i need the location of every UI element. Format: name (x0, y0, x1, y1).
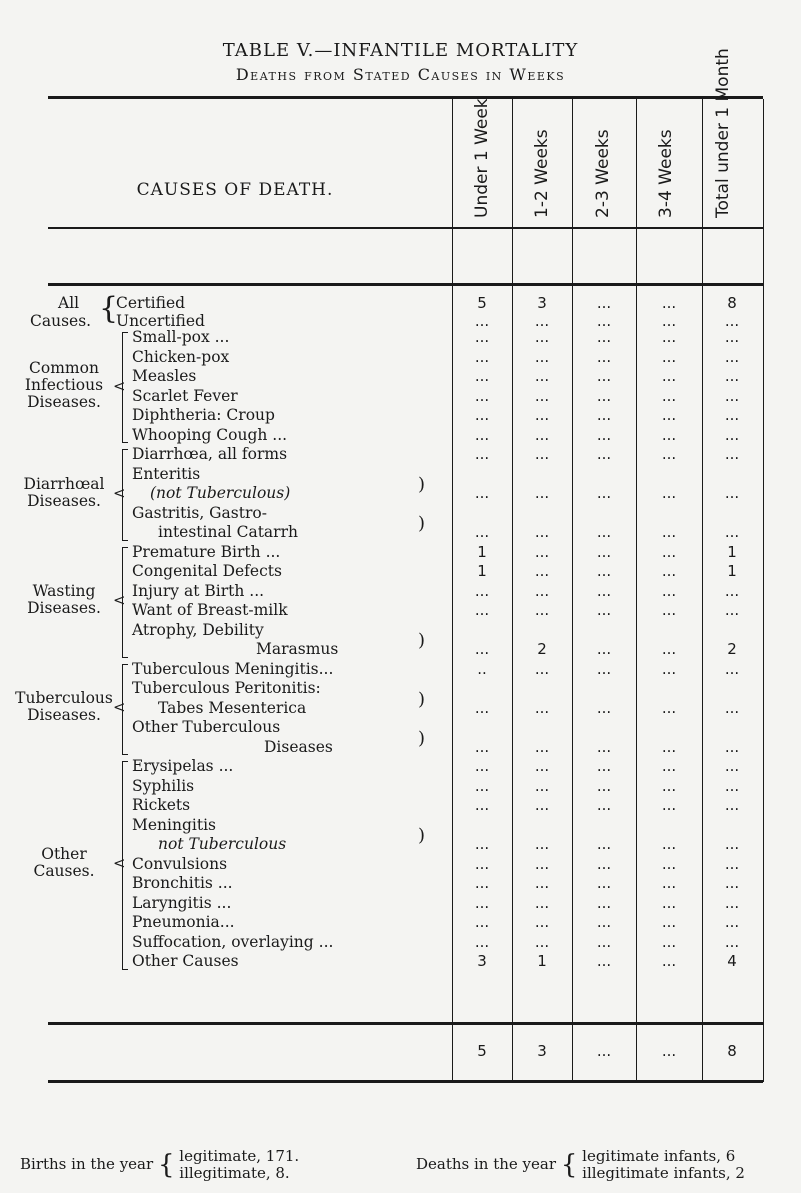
row-1-1-cell-4: ... (661, 484, 677, 502)
row-4-8-cell-5: ... (724, 932, 740, 951)
col-divider-5 (702, 99, 703, 1082)
row-4-9-cell-3: ... (596, 952, 612, 970)
row-1-0-cell-4: ... (661, 445, 677, 463)
totals-cell-3: ... (596, 1042, 612, 1060)
row-4-7-cell-1: ... (474, 913, 490, 931)
row-2-2-cell-5: ... (724, 581, 740, 600)
row-4-7-cell-3: ... (596, 913, 612, 931)
row-1-2-paren: ) (418, 513, 426, 535)
row-0-2-cell-5: ... (724, 367, 740, 385)
row-1-0-cell-5: ... (724, 445, 740, 463)
totals-cell-5: 8 (727, 1042, 737, 1060)
row-0-2-label: Measles (132, 367, 197, 385)
deaths-legitimate: legitimate infants, (582, 1147, 721, 1165)
row-4-3-cell-5: ... (724, 835, 740, 853)
group-brace-point-2: < (113, 591, 126, 609)
row-4-0-cell-4: ... (661, 757, 677, 775)
group-bracket-bottom-1 (122, 540, 128, 541)
row-4-3-label-a: Meningitis (132, 815, 216, 834)
row-1-0-cell-3: ... (596, 445, 612, 463)
all-causes-uncertified-cell-1: ... (474, 312, 490, 330)
row-2-4-cell-1: ... (474, 640, 490, 658)
group-bracket-top-0 (122, 332, 128, 333)
group-label-part: Tuberculous (15, 689, 113, 708)
col-divider-4 (636, 99, 637, 1082)
row-3-1-cell-1: ... (474, 698, 490, 717)
row-0-1-cell-4: ... (661, 347, 677, 366)
all-causes-label-2: Causes. (30, 312, 92, 330)
column-header-total-1 (712, 48, 734, 218)
row-0-3-label: Scarlet Fever (132, 386, 238, 405)
all-causes-certified-cell-3: ... (596, 294, 612, 312)
row-3-2-cell-5: ... (724, 737, 740, 756)
row-0-1-cell-5: ... (724, 347, 740, 366)
group-brace-point-3: < (113, 698, 126, 717)
row-1-0-cell-2: ... (534, 445, 550, 463)
row-4-8-cell-1: ... (474, 932, 490, 951)
row-4-5-cell-2: ... (534, 874, 550, 892)
all-causes-certified-cell-1: 5 (477, 294, 487, 312)
row-2-1-cell-4: ... (661, 562, 677, 580)
deaths-brace: { (560, 1150, 578, 1180)
group-bracket-bottom-0 (122, 442, 128, 443)
group-bracket-top-2 (122, 547, 128, 548)
row-2-0-cell-4: ... (661, 542, 677, 561)
row-3-2-paren: ) (418, 727, 426, 749)
row-2-4-cell-2: 2 (537, 640, 547, 658)
row-1-0-cell-1: ... (474, 445, 490, 463)
row-4-3-label-b: not Tuberculous (158, 835, 287, 853)
column-header-2-3-weeks: 2-3 Weeks (593, 129, 613, 218)
row-4-4-cell-5: ... (724, 854, 740, 873)
births-legitimate: legitimate, 171. (179, 1147, 300, 1165)
row-2-0-cell-5: 1 (727, 542, 737, 561)
totals-cell-2: 3 (537, 1042, 547, 1060)
group-label-4 (14, 846, 114, 880)
row-1-1-cell-5: ... (724, 484, 740, 502)
row-2-4-label-b: Marasmus (256, 640, 339, 658)
row-2-1-cell-5: 1 (727, 562, 737, 580)
row-4-2-label: Rickets (132, 796, 191, 814)
row-1-2-cell-2: ... (534, 523, 550, 541)
group-bracket-top-4 (122, 761, 128, 762)
row-4-6-cell-3: ... (596, 893, 612, 912)
rule-header (48, 227, 763, 229)
group-bracket-bottom-2 (122, 657, 128, 658)
row-3-1-paren: ) (418, 688, 426, 710)
causes-header: CAUSES OF DEATH. (136, 180, 334, 200)
row-4-8-cell-4: ... (661, 932, 677, 951)
row-4-1-cell-2: ... (534, 776, 550, 795)
row-4-2-cell-5: ... (724, 796, 740, 814)
row-0-4-cell-1: ... (474, 406, 490, 424)
row-2-0-cell-3: ... (596, 542, 612, 561)
row-4-0-cell-2: ... (534, 757, 550, 775)
row-4-6-cell-1: ... (474, 893, 490, 912)
row-0-1-cell-3: ... (596, 347, 612, 366)
row-3-2-cell-3: ... (596, 737, 612, 756)
row-4-7-label: Pneumonia... (132, 913, 235, 931)
births-illegitimate: illegitimate, 8. (179, 1164, 290, 1182)
row-0-4-cell-2: ... (534, 406, 550, 424)
rule-bottom (48, 1022, 763, 1025)
row-0-5-label: Whooping Cough ... (132, 425, 288, 444)
row-4-6-cell-2: ... (534, 893, 550, 912)
row-3-2-cell-2: ... (534, 737, 550, 756)
row-3-1-cell-2: ... (534, 698, 550, 717)
group-label-part: Wasting (32, 582, 96, 600)
row-4-4-cell-1: ... (474, 854, 490, 873)
row-0-4-cell-4: ... (661, 406, 677, 424)
row-1-2-label-a: Gastritis, Gastro- (132, 503, 267, 522)
row-0-2-cell-1: ... (474, 367, 490, 385)
row-2-1-cell-1: 1 (477, 562, 487, 580)
row-2-4-cell-3: ... (596, 640, 612, 658)
all-causes-uncertified-cell-2: ... (534, 312, 550, 330)
group-bracket-bottom-3 (122, 754, 128, 755)
row-4-2-cell-1: ... (474, 796, 490, 814)
row-4-9-cell-4: ... (661, 952, 677, 970)
column-header-1-2-weeks: 1-2 Weeks (532, 129, 552, 218)
row-4-2-cell-4: ... (661, 796, 677, 814)
row-0-3-cell-2: ... (534, 386, 550, 405)
row-2-4-paren: ) (418, 630, 426, 652)
row-0-5-cell-4: ... (661, 425, 677, 444)
group-label-part: Diseases. (27, 491, 101, 510)
row-0-0-cell-2: ... (534, 328, 550, 346)
row-4-8-cell-3: ... (596, 932, 612, 951)
group-label-1 (14, 476, 114, 510)
row-4-3-cell-4: ... (661, 835, 677, 853)
row-3-1-label-a: Tuberculous Peritonitis: (132, 679, 321, 697)
row-4-7-cell-4: ... (661, 913, 677, 931)
row-4-3-cell-2: ... (534, 835, 550, 853)
row-0-3-cell-5: ... (724, 386, 740, 405)
row-0-0-cell-4: ... (661, 328, 677, 346)
row-2-0-cell-2: ... (534, 542, 550, 561)
totals-cell-1: 5 (477, 1042, 487, 1060)
all-causes-certified-cell-2: 3 (537, 294, 547, 312)
row-4-1-label: Syphilis (132, 776, 195, 795)
row-1-1-paren: ) (418, 474, 426, 496)
row-4-2-cell-3: ... (596, 796, 612, 814)
births-label: Births in the year (20, 1155, 154, 1173)
group-label-part: Causes. (33, 862, 95, 881)
row-1-0-label: Diarrhœa, all forms (132, 445, 288, 463)
group-brace-point-4: < (113, 854, 126, 873)
footer-deaths (416, 1148, 745, 1182)
row-4-0-cell-3: ... (596, 757, 612, 775)
column-header-total: Total under 1 Month (713, 48, 733, 218)
row-0-5-cell-1: ... (474, 425, 490, 444)
row-1-2-label-b: intestinal Catarrh (158, 523, 298, 541)
row-1-1-cell-3: ... (596, 484, 612, 502)
row-4-5-cell-3: ... (596, 874, 612, 892)
row-0-0-cell-3: ... (596, 328, 612, 346)
group-label-part: Common (29, 358, 99, 377)
group-bracket-bottom-4 (122, 969, 128, 970)
row-4-0-cell-1: ... (474, 757, 490, 775)
row-0-0-label: Small-pox ... (132, 328, 230, 346)
col-divider-6 (763, 99, 764, 1082)
col-divider-1 (452, 99, 453, 1082)
row-0-4-cell-5: ... (724, 406, 740, 424)
group-label-2 (14, 583, 114, 617)
row-2-4-cell-5: 2 (727, 640, 737, 658)
row-0-2-cell-4: ... (661, 367, 677, 385)
group-brace-point-1: < (113, 483, 126, 502)
row-2-2-cell-1: ... (474, 581, 490, 600)
row-1-2-cell-5: ... (724, 523, 740, 541)
row-0-2-cell-2: ... (534, 367, 550, 385)
row-4-4-cell-4: ... (661, 854, 677, 873)
group-brace-point-0: < (113, 376, 126, 395)
rule-top (48, 96, 763, 99)
table-subtitle: Deaths from Stated Causes in Weeks (235, 65, 566, 84)
row-2-4-cell-4: ... (661, 640, 677, 658)
all-causes-uncertified-cell-3: ... (596, 312, 612, 330)
row-2-1-cell-3: ... (596, 562, 612, 580)
row-3-1-cell-3: ... (596, 698, 612, 717)
row-4-2-cell-2: ... (534, 796, 550, 814)
row-1-1-cell-1: ... (474, 484, 490, 502)
row-1-1-label-a: Enteritis (132, 464, 201, 483)
row-2-2-cell-4: ... (661, 581, 677, 600)
row-0-2-cell-3: ... (596, 367, 612, 385)
row-4-0-cell-5: ... (724, 757, 740, 775)
group-label-part: Infectious (24, 375, 104, 394)
all-causes-row-uncertified: Uncertified (116, 312, 205, 330)
row-4-5-cell-1: ... (474, 874, 490, 892)
row-0-4-cell-3: ... (596, 406, 612, 424)
deaths-legitimate-value: 6 (725, 1147, 736, 1165)
row-1-2-cell-4: ... (661, 523, 677, 541)
row-1-2-cell-3: ... (596, 523, 612, 541)
row-4-7-cell-5: ... (724, 913, 740, 931)
row-0-1-cell-1: ... (474, 347, 490, 366)
row-4-4-cell-2: ... (534, 854, 550, 873)
row-2-4-label-a: Atrophy, Debility (132, 620, 264, 639)
row-2-3-cell-2: ... (534, 601, 550, 619)
row-3-2-label-a: Other Tuberculous (132, 718, 281, 736)
row-2-2-cell-3: ... (596, 581, 612, 600)
row-0-3-cell-4: ... (661, 386, 677, 405)
row-2-1-label: Congenital Defects (132, 562, 282, 580)
row-2-1-cell-2: ... (534, 562, 550, 580)
row-4-0-label: Erysipelas ... (132, 757, 234, 775)
births-values (179, 1148, 299, 1182)
row-4-9-cell-2: 1 (537, 952, 547, 970)
row-4-4-label: Convulsions (132, 854, 228, 873)
row-4-7-cell-2: ... (534, 913, 550, 931)
row-0-1-cell-2: ... (534, 347, 550, 366)
row-3-0-cell-2: ... (534, 659, 550, 678)
group-bracket-top-3 (122, 664, 128, 665)
row-3-0-cell-4: ... (661, 659, 677, 678)
col-divider-2 (512, 99, 513, 1082)
row-4-6-label: Laryngitis ... (132, 893, 232, 912)
row-4-1-cell-3: ... (596, 776, 612, 795)
row-3-1-cell-5: ... (724, 698, 740, 717)
all-causes-uncertified-cell-4: ... (661, 312, 677, 330)
row-1-1-cell-2: ... (534, 484, 550, 502)
row-3-0-cell-5: ... (724, 659, 740, 678)
row-4-5-label: Bronchitis ... (132, 874, 233, 892)
row-3-2-label-b: Diseases (264, 737, 333, 756)
row-3-2-cell-1: ... (474, 737, 490, 756)
row-0-4-label: Diphtheria: Croup (132, 406, 275, 424)
group-label-part: Diseases. (27, 599, 101, 617)
footer-births (20, 1148, 299, 1182)
row-0-5-cell-3: ... (596, 425, 612, 444)
row-2-2-cell-2: ... (534, 581, 550, 600)
row-0-1-label: Chicken-pox (132, 347, 230, 366)
all-causes-row-certified: Certified (116, 294, 186, 312)
row-0-0-cell-1: ... (474, 328, 490, 346)
deaths-illegitimate: illegitimate infants, 2 (582, 1164, 745, 1182)
row-3-0-cell-1: .. (477, 659, 487, 678)
rule-allcauses (48, 283, 763, 286)
group-label-part: Diseases. (27, 392, 101, 411)
row-1-2-cell-1: ... (474, 523, 490, 541)
group-label-part: Diseases. (27, 706, 101, 725)
row-3-0-label: Tuberculous Meningitis... (132, 659, 334, 678)
all-causes-certified-cell-4: ... (661, 294, 677, 312)
deaths-values (582, 1148, 745, 1182)
row-4-9-cell-1: 3 (477, 952, 487, 970)
deaths-label: Deaths in the year (416, 1155, 557, 1173)
totals-cell-4: ... (661, 1042, 677, 1060)
births-brace: { (157, 1150, 175, 1180)
row-4-8-label: Suffocation, overlaying ... (132, 932, 334, 951)
group-bracket-top-1 (122, 449, 128, 450)
row-4-9-label: Other Causes (132, 952, 239, 970)
all-causes-brace: { (99, 291, 119, 326)
row-2-3-label: Want of Breast-milk (132, 601, 288, 619)
row-4-5-cell-5: ... (724, 874, 740, 892)
group-label-part: Diarrhœal (23, 474, 105, 493)
row-4-3-cell-3: ... (596, 835, 612, 853)
row-2-3-cell-5: ... (724, 601, 740, 619)
table-title: TABLE V.—INFANTILE MORTALITY (222, 40, 579, 61)
row-4-5-cell-4: ... (661, 874, 677, 892)
row-4-3-paren: ) (418, 825, 426, 847)
row-3-2-cell-4: ... (661, 737, 677, 756)
row-3-1-cell-4: ... (661, 698, 677, 717)
row-4-4-cell-3: ... (596, 854, 612, 873)
row-0-3-cell-3: ... (596, 386, 612, 405)
row-4-6-cell-5: ... (724, 893, 740, 912)
row-2-0-cell-1: 1 (477, 542, 487, 561)
row-3-0-cell-3: ... (596, 659, 612, 678)
row-1-1-label-b: (not Tuberculous) (150, 484, 291, 502)
row-0-5-cell-5: ... (724, 425, 740, 444)
column-header-under-1-week: Under 1 Week (472, 98, 492, 218)
row-2-3-cell-1: ... (474, 601, 490, 619)
group-label-3 (14, 690, 114, 724)
row-4-8-cell-2: ... (534, 932, 550, 951)
all-causes-uncertified-cell-5: ... (724, 312, 740, 330)
col-divider-3 (572, 99, 573, 1082)
row-4-1-cell-5: ... (724, 776, 740, 795)
row-0-0-cell-5: ... (724, 328, 740, 346)
row-3-1-label-b: Tabes Mesenterica (158, 698, 307, 717)
group-label-0 (14, 360, 114, 411)
row-2-3-cell-3: ... (596, 601, 612, 619)
group-label-part: Other (41, 845, 87, 864)
row-4-1-cell-4: ... (661, 776, 677, 795)
rule-end (48, 1080, 763, 1083)
row-2-2-label: Injury at Birth ... (132, 581, 265, 600)
row-4-6-cell-4: ... (661, 893, 677, 912)
column-header-3-4-weeks: 3-4 Weeks (656, 129, 676, 218)
row-4-1-cell-1: ... (474, 776, 490, 795)
all-causes-label: All (58, 294, 80, 312)
all-causes-certified-cell-5: 8 (727, 294, 737, 312)
row-2-3-cell-4: ... (661, 601, 677, 619)
row-4-3-cell-1: ... (474, 835, 490, 853)
row-2-0-label: Premature Birth ... (132, 542, 281, 561)
row-0-3-cell-1: ... (474, 386, 490, 405)
row-4-9-cell-5: 4 (727, 952, 737, 970)
row-0-5-cell-2: ... (534, 425, 550, 444)
